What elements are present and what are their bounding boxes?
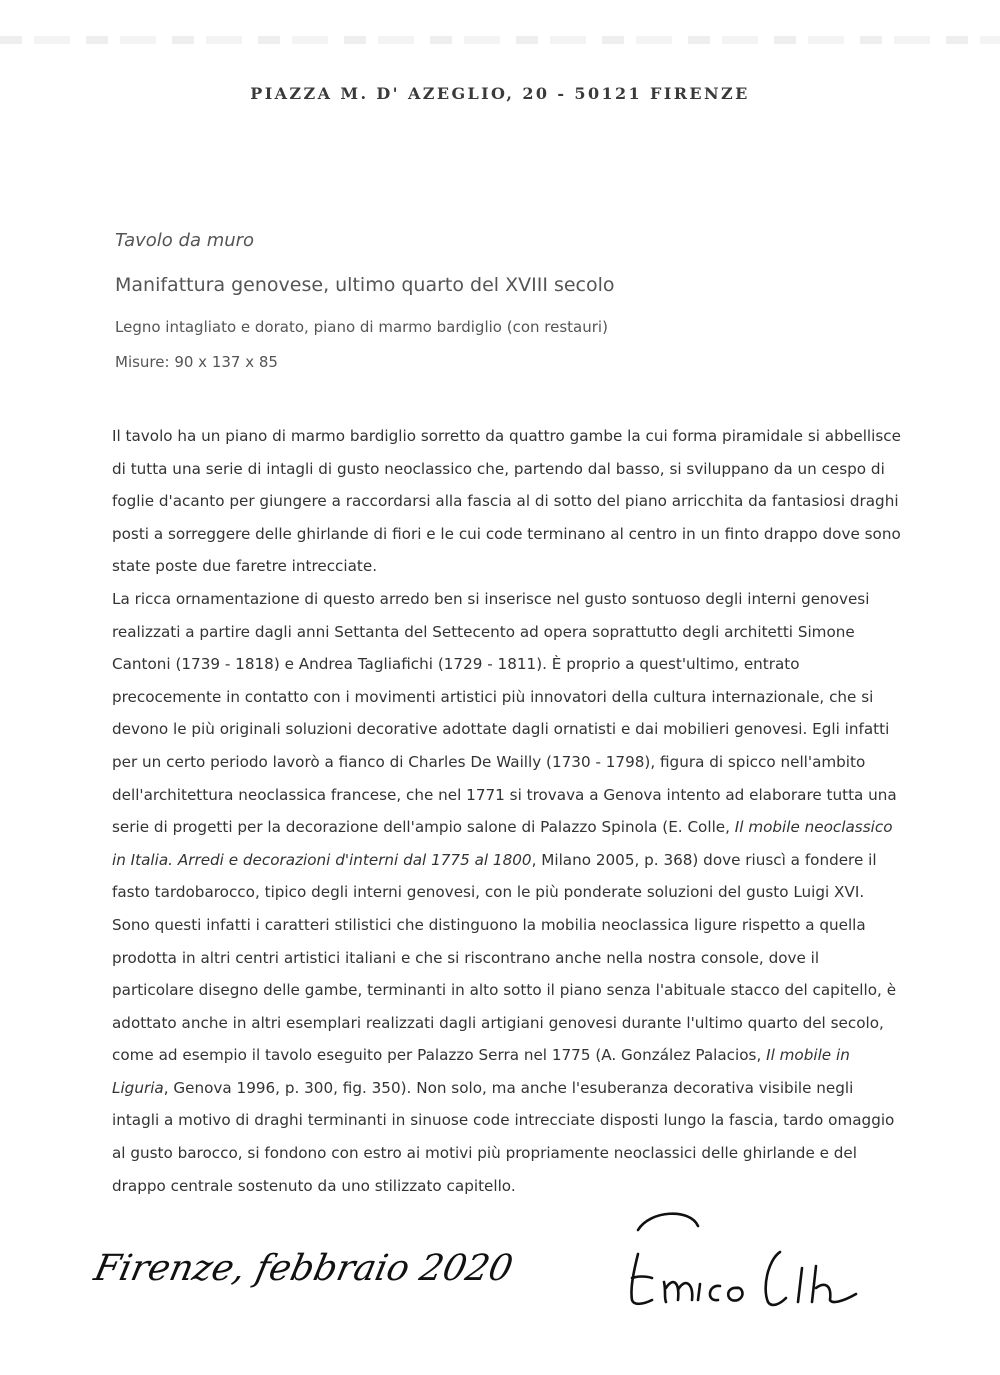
paragraph-1: Il tavolo ha un piano di marmo bardiglio sorretto da quattro gambe la cui forma piramidale si abbellisce di tutta una serie di intagli di gusto neoclassico che, partendo dal basso, si sviluppano da un cespo di foglie d'acanto per giungere a raccordarsi alla fascia al di sotto del piano arricchita da fantasiosi draghi posti a sorreggere delle ghirlande di fiori e le cui code terminano al centro in un finto drappo dove sono state poste due faretre intrecciate. (112, 427, 901, 576)
description-body (112, 420, 902, 1202)
scan-artifact-line (0, 36, 1000, 44)
paragraph-3-citation: Il mobile in Liguria (112, 1046, 850, 1097)
object-title: Tavolo da muro (115, 230, 255, 251)
object-material: Legno intagliato e dorato, piano di marmo bardiglio (con restauri) (115, 318, 608, 336)
handwritten-signature (620, 1208, 880, 1318)
paragraph-2-text-b: , Milano 2005, p. 368) dove riuscì a fondere il fasto tardobarocco, tipico degli interni genovesi, con le più ponderate soluzioni del gusto Luigi XVI. (112, 850, 877, 902)
object-origin: Manifattura genovese, ultimo quarto del XVIII secolo (115, 274, 615, 296)
paragraph-3-text-b: , Genova 1996, p. 300, fig. 350). Non solo, ma anche l'esuberanza decorativa visibile negli intagli a motivo di draghi terminanti in sinuose code intrecciate disposti lungo la fascia, tardo omaggio al gusto barocco, si fondono con estro ai motivi più propriamente neoclassici delle ghirlande e del drappo centrale sostenuto da uno stilizzato capitello. (112, 1078, 895, 1195)
paragraph-2-text-a: La ricca ornamentazione di questo arredo ben si inserisce nel gusto sontuoso degli interni genovesi realizzati a partire dagli anni Settanta del Settecento ad opera soprattutto degli architetti Simone Cantoni (1739 - 1818) e Andrea Tagliafichi (1729 - 1811). È proprio a quest'ultimo, entrato precocemente in contatto con i movimenti artistici più innovatori della cultura internazionale, che si devono le più originali soluzioni decorative adottate dagli ornatisti e dai mobilieri genovesi. Egli infatti per un certo periodo lavorò a fianco di Charles De Wailly (1730 - 1798), figura di spicco nell'ambito dell'architettura neoclassica francese, che nel 1771 si trovava a Genova intento ad elaborare tutta una serie di progetti per la decorazione dell'ampio salone di Palazzo Spinola (E. Colle, (112, 589, 897, 837)
paragraph-3-text-a: Sono questi infatti i caratteri stilistici che distinguono la mobilia neoclassica ligure rispetto a quella prodotta in altri centri artistici italiani e che si riscontrano anche nella nostra console, dove il particolare disegno delle gambe, terminanti in alto sotto il piano senza l'abituale stacco del capitello, è adottato anche in altri esemplari realizzati dagli artigiani genovesi durante l'ultimo quarto del secolo, come ad esempio il tavolo eseguito per Palazzo Serra nel 1775 (A. González Palacios, (112, 915, 897, 1065)
paragraph-2 (112, 583, 902, 909)
letterhead-address: PIAZZA M. D' AZEGLIO, 20 - 50121 FIRENZE (250, 84, 750, 103)
object-measures: Misure: 90 x 137 x 85 (115, 353, 278, 371)
paragraph-3 (112, 909, 902, 1202)
paragraph-2-citation: Il mobile neoclassico in Italia. Arredi e decorazioni d'interni dal 1775 al 1800 (112, 818, 893, 869)
handwritten-place-date: Firenze, febbraio 2020 (90, 1248, 517, 1289)
